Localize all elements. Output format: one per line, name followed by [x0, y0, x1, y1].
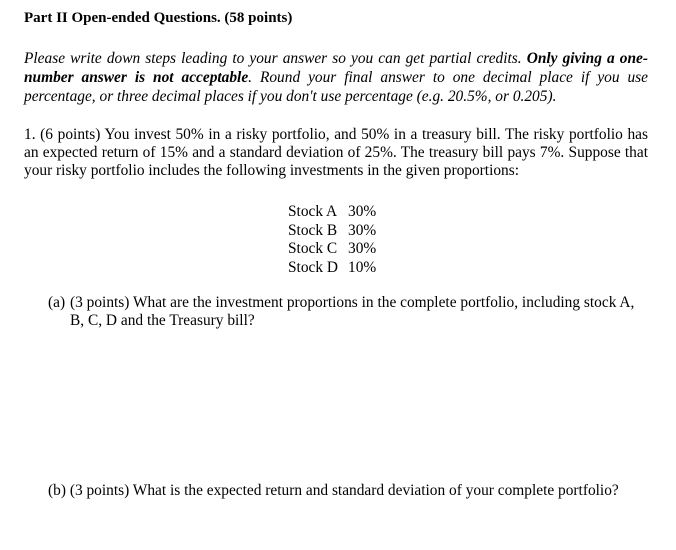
question-1-text: 1. (6 points) You invest 50% in a risky portfolio, and 50% in a treasury bill. The risky portfolio has an expected return of 15% and a standard deviation of 25%. The treasury bill pays 7%. Suppose that your risky portfolio includes the following investments in the given proportions:: [24, 126, 648, 179]
stock-proportions-table: [288, 203, 376, 277]
stock-weight: 30%: [348, 203, 377, 220]
instructions-text-end: . Round your final answer to one decimal place if you use percentage, or three decimal places if you don't use percentage (e.g. 20.5%, or 0.205).: [24, 69, 649, 105]
stock-name: Stock C: [288, 240, 338, 257]
question-1b: [48, 482, 668, 500]
table-row: [288, 203, 376, 222]
question-1b-label: (b): [48, 482, 66, 499]
stock-weight: 30%: [348, 221, 377, 239]
stock-name: Stock B: [288, 221, 338, 239]
instructions-emphasis: Only giving a one-number answer is not acceptable: [24, 50, 648, 86]
section-heading: Part II Open-ended Questions. (58 points): [24, 10, 293, 26]
question-1b-text: (3 points) What is the expected return and standard deviation of your complete portfolio?: [69, 482, 619, 499]
question-1a-label: (a): [48, 294, 66, 311]
table-row: [288, 259, 376, 278]
question-1a: [48, 294, 648, 330]
instructions-text-start: Please write down steps leading to your answer so you can get partial credits.: [24, 50, 527, 67]
table-row: [288, 222, 376, 241]
table-row: [288, 240, 376, 259]
stock-name: Stock D: [288, 258, 339, 276]
stock-weight: 30%: [348, 240, 377, 257]
question-1a-text: (3 points) What are the investment proportions in the complete portfolio, including stock A, B, C, D and the Treasury bill?: [70, 294, 635, 329]
stock-name: Stock A: [288, 203, 338, 220]
instructions-paragraph: [24, 49, 648, 106]
stock-weight: 10%: [348, 258, 377, 276]
